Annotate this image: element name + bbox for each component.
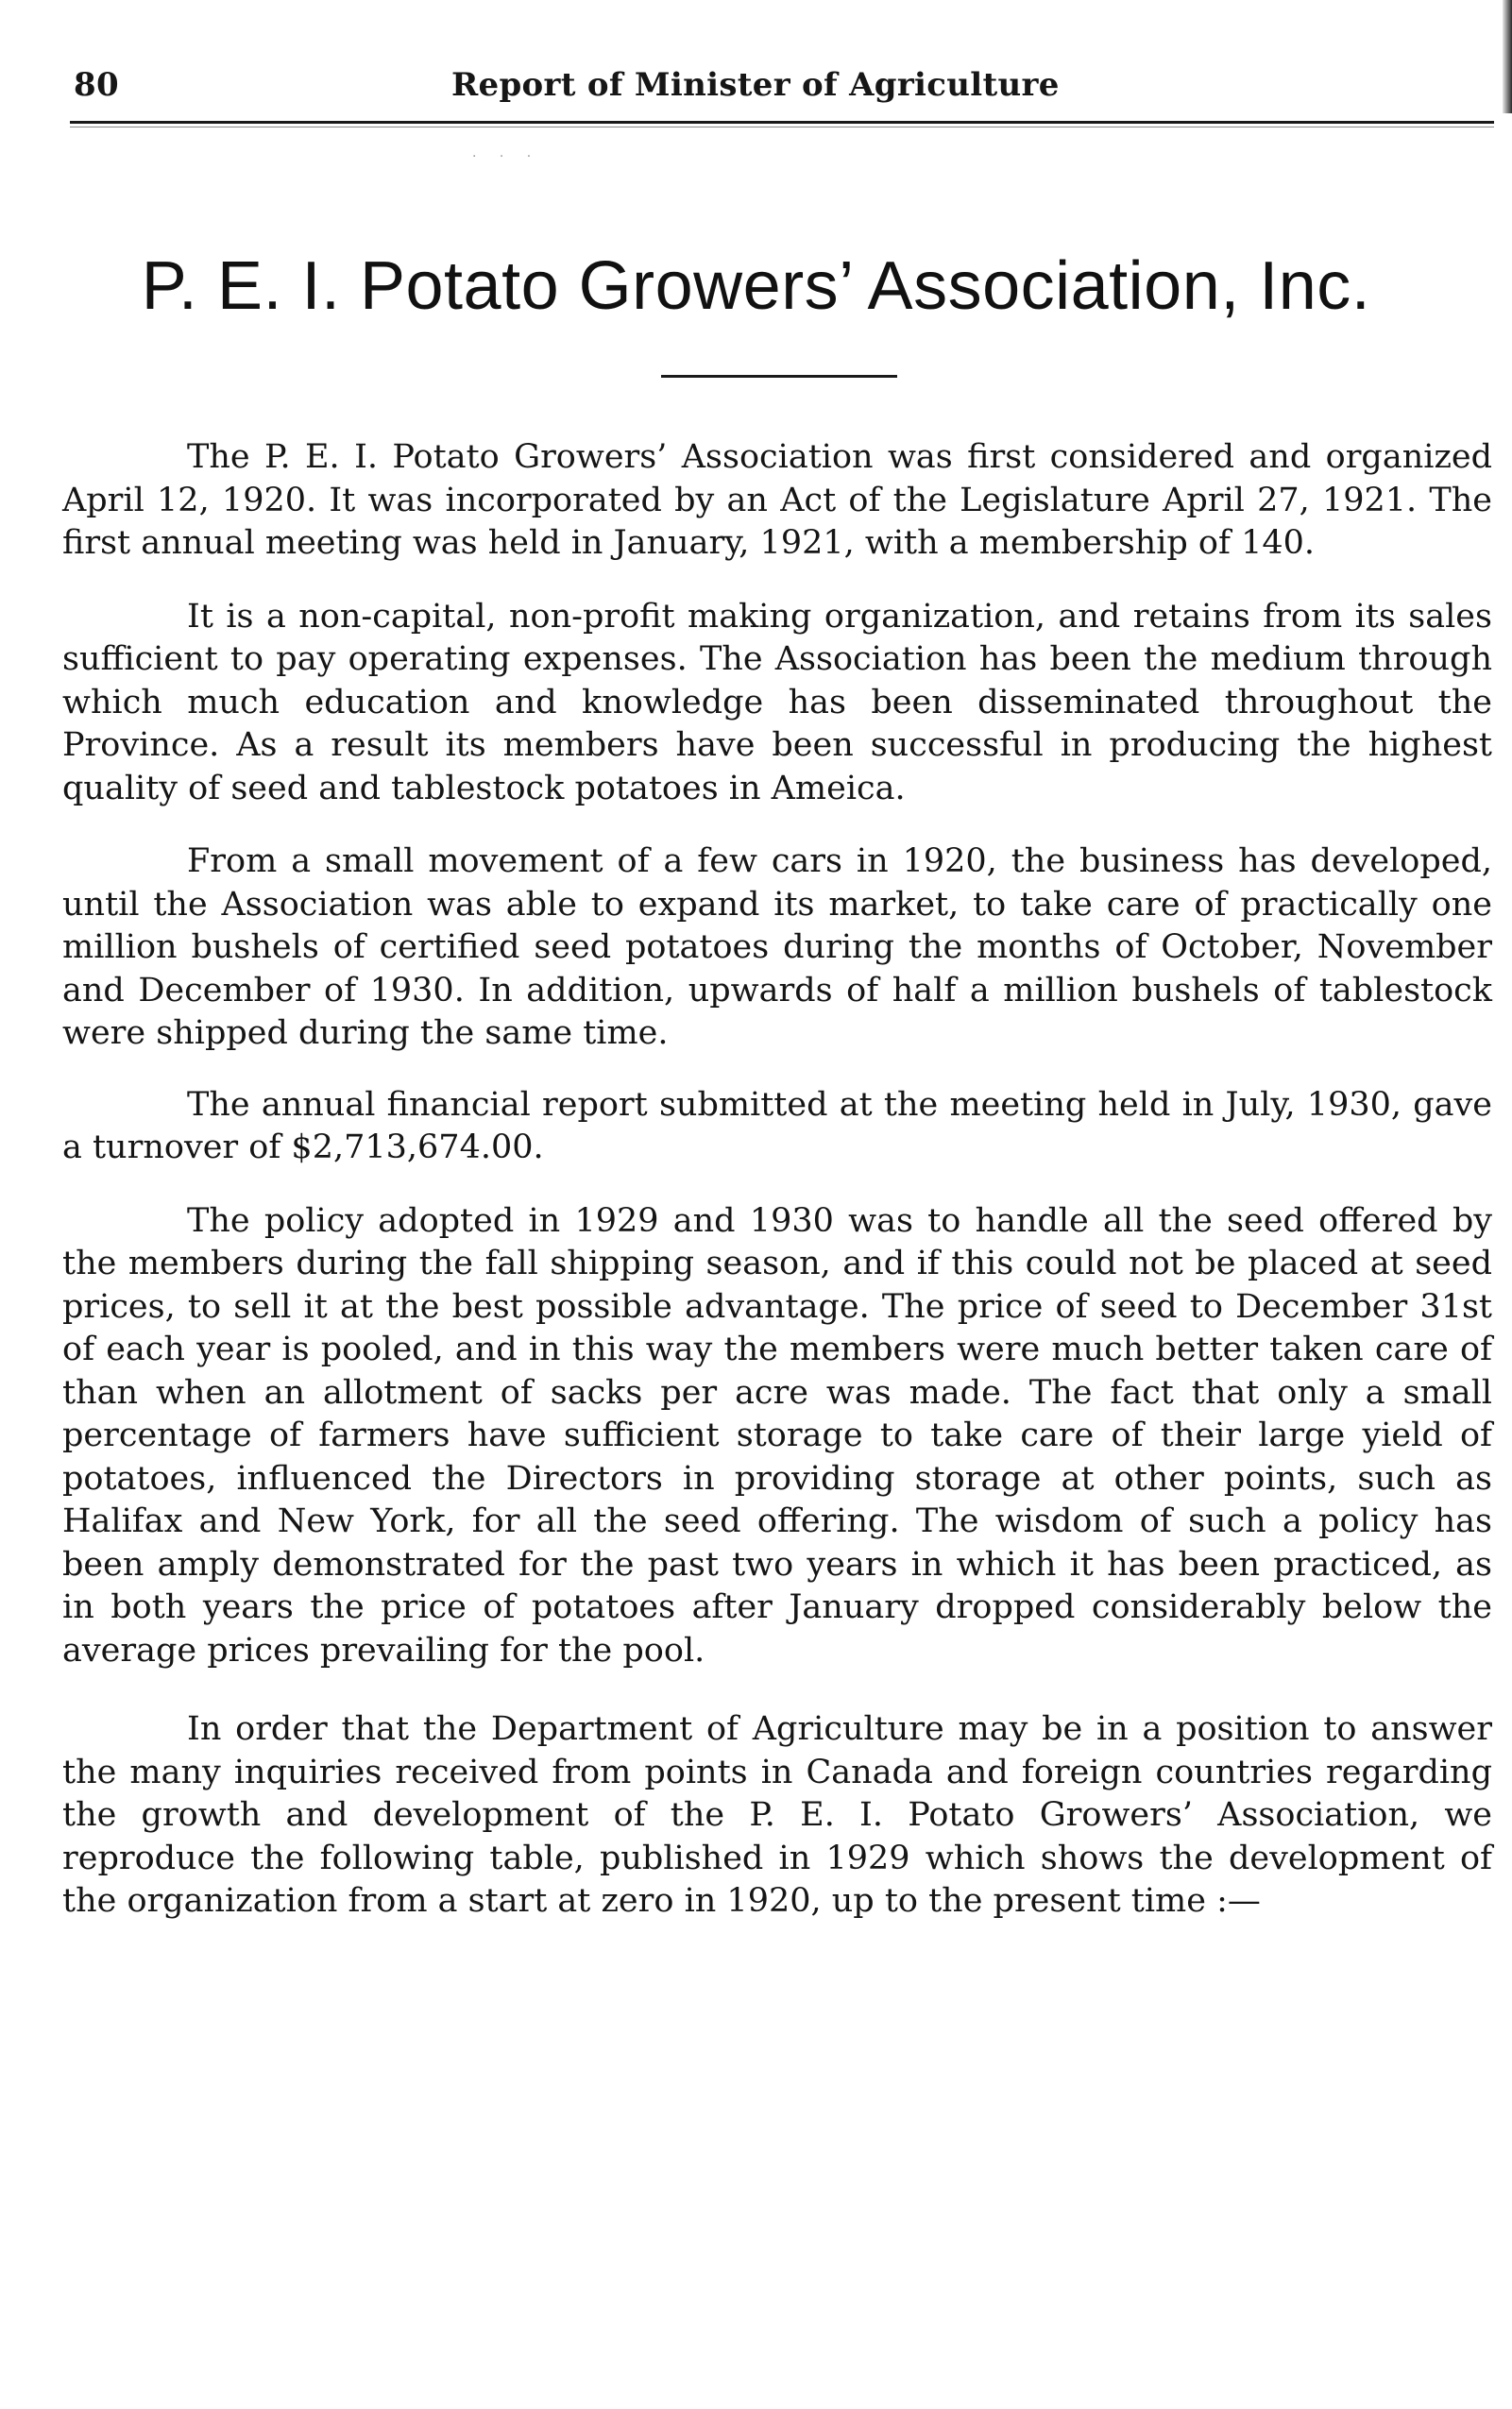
paragraph-table-intro: In order that the Department of Agriculture may be in a position to answer the many inquiries received from points in Canada and foreign countries regarding the growth and development of the P. E. I. Potato Growers’ Association, we reproduce the following table, published in 1929 which shows the development of the organization from a start at zero in 1920, up to the present time :—: [62, 1710, 1492, 1920]
scan-edge-shadow: [1503, 0, 1512, 113]
paragraph-organization: It is a non-capital, non-profit making organization, and retains from its sales sufficient to pay operating expenses. The Association has been the medium through which much education and knowledge has been disseminated throughout the Province. As a result its members have been successful in producing the highest quality of seed and tablestock potatoes in Ameica.: [62, 597, 1492, 807]
running-header: [57, 62, 1492, 108]
scan-specks: · · ·: [472, 149, 541, 164]
paragraph-policy: The policy adopted in 1929 and 1930 was to handle all the seed offered by the members during the fall shipping season, and if this could not be placed at seed prices, to sell it at the best possible advantage. The price of seed to December 31st of each year is pooled, and in this way the members were much better taken care of than when an allotment of sacks per acre was made. The fact that only a small percentage of farmers have sufficient storage to take care of their large yield of potatoes, influenced the Directors in providing storage at other points, such as Halifax and New York, for all the seed offering. The wisdom of such a policy has been amply demonstrated for the past two years in which it has been practiced, as in both years the price of potatoes after January dropped considerably below the average prices prevailing for the pool.: [62, 1201, 1492, 1670]
title-rule: [661, 375, 897, 378]
article-body: [62, 436, 1492, 1954]
running-title: Report of Minister of Agriculture: [451, 66, 1060, 104]
paragraph-financial-report: The annual financial report submitted at the meeting held in July, 1930, gave a turnover of $2,713,674.00.: [62, 1085, 1492, 1166]
article-title: P. E. I. Potato Growers’ Association, Inc.: [141, 248, 1371, 324]
page-number: 80: [74, 66, 119, 104]
paragraph-growth: From a small movement of a few cars in 1920, the business has developed, until the Association was able to expand its market, to take care of practically one million bushels of certified seed potatoes during the months of October, November and December of 1930. In addition, upwards of half a million bushels of tablestock were shipped during the same time.: [62, 842, 1492, 1052]
paragraph-founding: The P. E. I. Potato Growers’ Association was first considered and organized April 12, 1920. It was incorporated by an Act of the Legislature April 27, 1921. The first annual meeting was held in January, 1921, with a membership of 140.: [62, 438, 1492, 562]
header-rule: [70, 121, 1494, 124]
